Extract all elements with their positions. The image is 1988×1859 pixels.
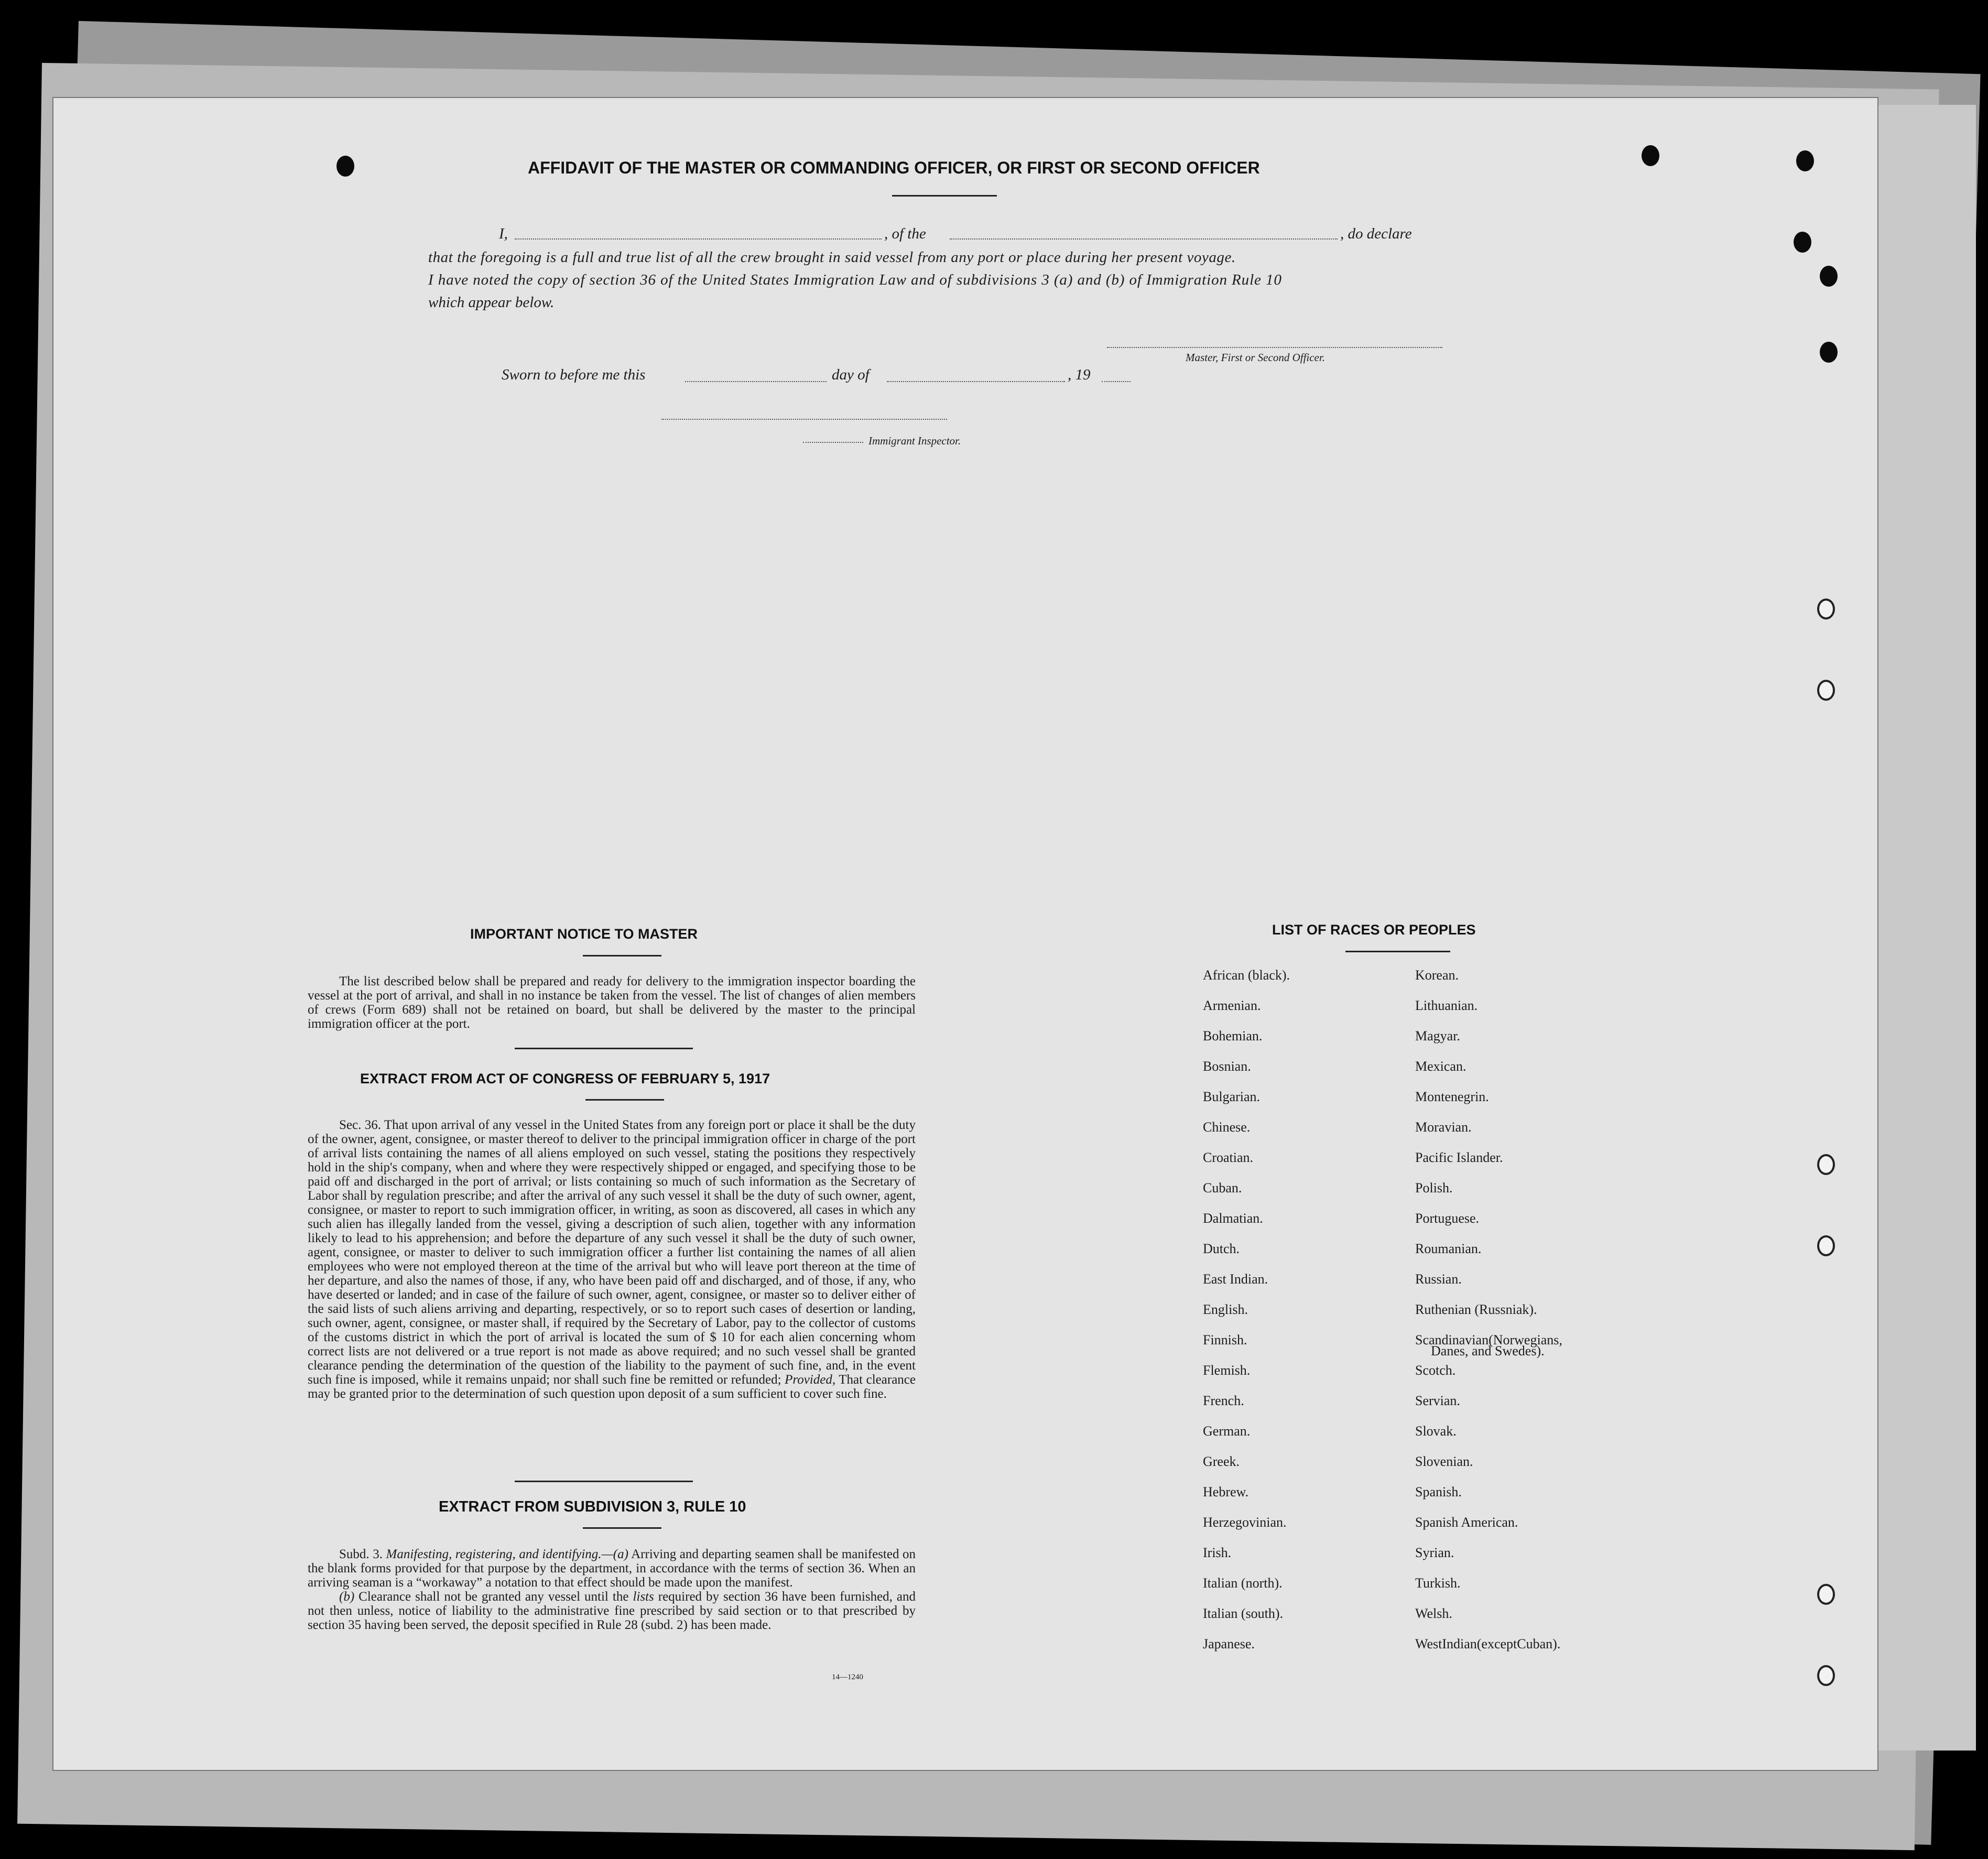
subd-title: Manifesting, registering, and identifying.—(a): [386, 1547, 628, 1561]
extract-rule-title: EXTRACT FROM SUBDIVISION 3, RULE 10: [439, 1498, 746, 1515]
signature-label: Master, First or Second Officer.: [1186, 351, 1325, 364]
affidavit-text-line: which appear below.: [428, 294, 555, 311]
binding-hole: [1796, 150, 1814, 171]
sworn-year-field[interactable]: [1102, 381, 1131, 382]
race-item: Ruthenian (Russniak).: [1415, 1302, 1537, 1317]
race-item: Russian.: [1415, 1271, 1462, 1287]
binding-hole: [1817, 599, 1835, 619]
race-item: Cuban.: [1203, 1180, 1242, 1195]
binding-hole: [1794, 232, 1811, 253]
race-item: Korean.: [1415, 967, 1459, 983]
binding-hole: [1817, 1154, 1835, 1175]
race-item: African (black).: [1203, 967, 1290, 983]
race-item: Spanish American.: [1415, 1515, 1518, 1530]
lists-word: lists: [633, 1590, 654, 1604]
position-field[interactable]: [950, 238, 1338, 240]
sec-36-body-end: That clearance may be granted prior to the determination of such question upon deposit of a sum sufficient to cover such fine.: [308, 1373, 916, 1401]
binding-hole: [1817, 1584, 1835, 1605]
binding-hole: [1817, 1665, 1835, 1686]
form-number: 14—1240: [832, 1673, 863, 1681]
race-item: Mexican.: [1415, 1059, 1466, 1074]
race-item: Chinese.: [1203, 1119, 1251, 1135]
race-item: Armenian.: [1203, 998, 1261, 1013]
race-item: Polish.: [1415, 1180, 1453, 1195]
race-item: Croatian.: [1203, 1150, 1254, 1165]
race-item: Lithuanian.: [1415, 998, 1478, 1013]
affidavit-i: I,: [499, 225, 508, 242]
affidavit-text-line: that the foregoing is a full and true list of all the crew brought in said vessel from any port or place during her present voyage.: [428, 249, 1236, 266]
race-item: Irish.: [1203, 1545, 1232, 1560]
race-item: Turkish.: [1415, 1575, 1461, 1591]
binding-hole: [336, 156, 354, 177]
affidavit-do-declare: , do declare: [1340, 225, 1412, 242]
race-item: Bulgarian.: [1203, 1089, 1261, 1104]
section-divider: [515, 1481, 693, 1482]
notice-paragraph: The list described below shall be prepared and ready for delivery to the immigration inspector boarding the vessel at the port of arrival, and shall in no instance be taken from the vessel. The list of changes of alien members of crews (Form 689) shall not be retained on board, but shall be delivered by the master to the principal immigration officer at the port.: [308, 974, 916, 1031]
subd-b-paragraph: [308, 1590, 916, 1632]
document-page: [52, 97, 1878, 1771]
race-item: Roumanian.: [1415, 1241, 1482, 1256]
title-underline: [892, 195, 997, 197]
race-item: Servian.: [1415, 1393, 1460, 1408]
race-item: French.: [1203, 1393, 1244, 1408]
race-item: Finnish.: [1203, 1332, 1247, 1347]
sec-36-body: That upon arrival of any vessel in the United States from any foreign port or place it shall be the duty of the owner, agent, consignee, or master thereof to deliver to the principal immigration officer in charge of the port of arrival lists containing the names of all aliens employed on such vessel, stating the positions they respectively hold in the ship's company, when and where they were respectively shipped or engaged, and specifying those to be paid off and discharged in the port of arrival; or lists containing so much of such information as the Secretary of Labor shall by regulation prescribe; and after the arrival of any such vessel it shall be the duty of such owner, agent, consignee, or master to report to such immigration officer, in writing, as soon as discovered, all cases in which any such alien has illegally landed from the vessel, giving a description of such alien, together with any information likely to lead to his apprehension; and before the departure of any such vessel it shall be the duty of such owner, agent, consignee, or master to deliver to such immigration officer a further list containing the names of all alien employees who were not employed thereon at the time of the arrival but who will leave port thereon at the time of her departure, and also the names of those, if any, who have been paid off and discharged, and of those, if any, who have deserted or landed; and in case of the failure of such owner, agent, consignee, or master so to deliver either of the said lists of such aliens arriving and departing, respectively, or so to report such cases of desertion or landing, such owner, agent, consignee, or master shall, if required by the Secretary of Labor, pay to the collector of customs of the customs district in which the port of arrival is located the sum of $ 10 for each alien concerning whom correct lists are not delivered or a true report is not made as above required; and no such vessel shall be granted clearance pending the determination of the question of the liability to the payment of such fine, and, in the event such fine is imposed, while it remains unpaid; nor shall such fine be remitted or refunded;: [308, 1118, 916, 1387]
year-label: , 19: [1068, 366, 1091, 383]
notice-title: IMPORTANT NOTICE TO MASTER: [470, 926, 698, 942]
race-item: WestIndian(exceptCuban).: [1415, 1636, 1561, 1651]
race-item: Pacific Islander.: [1415, 1150, 1503, 1165]
inspector-signature-field[interactable]: [661, 419, 947, 420]
subd-b-body-end: required by section 36 have been furnished, and not then unless, notice of liability to the administrative fine prescribed by said section or to that prescribed by section 35 having been served, the deposit specified in Rule 28 (subd. 2) has been made.: [308, 1590, 916, 1632]
race-item: Portuguese.: [1415, 1211, 1480, 1226]
race-item: Italian (north).: [1203, 1575, 1283, 1591]
binding-hole: [1817, 1235, 1835, 1256]
binding-hole: [1820, 266, 1838, 287]
sec-36-text: [308, 1118, 916, 1401]
signature-field[interactable]: [1107, 347, 1442, 348]
day-of-label: day of: [832, 366, 870, 383]
race-item: Italian (south).: [1203, 1606, 1284, 1621]
sworn-day-field[interactable]: [685, 381, 827, 382]
subd-b-body: Clearance shall not be granted any vessel until the: [359, 1590, 629, 1604]
binding-hole: [1820, 342, 1838, 363]
sec-36-paragraph: [308, 1118, 916, 1401]
extract-rule-underline: [583, 1527, 661, 1529]
race-item: Dutch.: [1203, 1241, 1240, 1256]
races-title: LIST OF RACES OR PEOPLES: [1272, 922, 1476, 938]
subd-a-body: Arriving and departing seamen shall be manifested on the blank forms provided for that purpose by the department, in accordance with the terms of section 36. When an arriving seaman is a “workaway” a notation to that effect should be made upon the manifest.: [308, 1547, 916, 1590]
section-divider: [515, 1048, 693, 1049]
page-edge: [1876, 105, 1976, 1751]
race-item: Scandinavian(Norwegians,: [1415, 1332, 1562, 1347]
affidavit-title: AFFIDAVIT OF THE MASTER OR COMMANDING OFFICER, OR FIRST OR SECOND OFFICER: [528, 158, 1260, 177]
race-item: Japanese.: [1203, 1636, 1255, 1651]
extract-act-underline: [585, 1099, 664, 1101]
subd-b-label: (b): [339, 1590, 355, 1604]
rule-10-text: [308, 1547, 916, 1632]
race-item: Montenegrin.: [1415, 1089, 1489, 1104]
subd-a-paragraph: [308, 1547, 916, 1590]
race-item: Syrian.: [1415, 1545, 1454, 1560]
race-item: Flemish.: [1203, 1363, 1251, 1378]
subd-label: Subd. 3.: [339, 1547, 383, 1561]
race-item: Bohemian.: [1203, 1028, 1263, 1043]
race-item: Hebrew.: [1203, 1484, 1249, 1499]
race-item: English.: [1203, 1302, 1248, 1317]
race-item: German.: [1203, 1423, 1251, 1439]
notice-text: [308, 974, 916, 1031]
race-item: Slovenian.: [1415, 1454, 1473, 1469]
races-underline: [1345, 951, 1450, 952]
race-item: Bosnian.: [1203, 1059, 1251, 1074]
sec-36-label: Sec. 36.: [339, 1118, 381, 1132]
binding-hole: [1817, 680, 1835, 701]
extract-act-title: EXTRACT FROM ACT OF CONGRESS OF FEBRUARY 5, 1917: [360, 1071, 770, 1086]
race-item: East Indian.: [1203, 1271, 1268, 1287]
notice-underline: [583, 955, 661, 956]
race-item: Herzegovinian.: [1203, 1515, 1287, 1530]
inspector-dots: [803, 442, 863, 443]
race-item: Greek.: [1203, 1454, 1240, 1469]
sworn-month-field[interactable]: [887, 381, 1065, 382]
affidavit-of-the: , of the: [884, 225, 926, 242]
sworn-label: Sworn to before me this: [502, 366, 646, 383]
race-item: Slovak.: [1415, 1423, 1457, 1439]
race-item-continuation: Danes, and Swedes).: [1431, 1343, 1545, 1358]
race-item: Scotch.: [1415, 1363, 1456, 1378]
name-field[interactable]: [515, 238, 882, 240]
race-item: Magyar.: [1415, 1028, 1460, 1043]
affidavit-text-line: I have noted the copy of section 36 of the United States Immigration Law and of subdivisions 3 (a) and (b) of Immigration Rule 10: [428, 271, 1282, 288]
provided-word: Provided,: [785, 1373, 836, 1387]
race-item: Welsh.: [1415, 1606, 1452, 1621]
binding-hole: [1642, 145, 1659, 166]
race-item: Dalmatian.: [1203, 1211, 1263, 1226]
race-item: Spanish.: [1415, 1484, 1462, 1499]
inspector-label: Immigrant Inspector.: [868, 434, 961, 447]
race-item: Moravian.: [1415, 1119, 1472, 1135]
